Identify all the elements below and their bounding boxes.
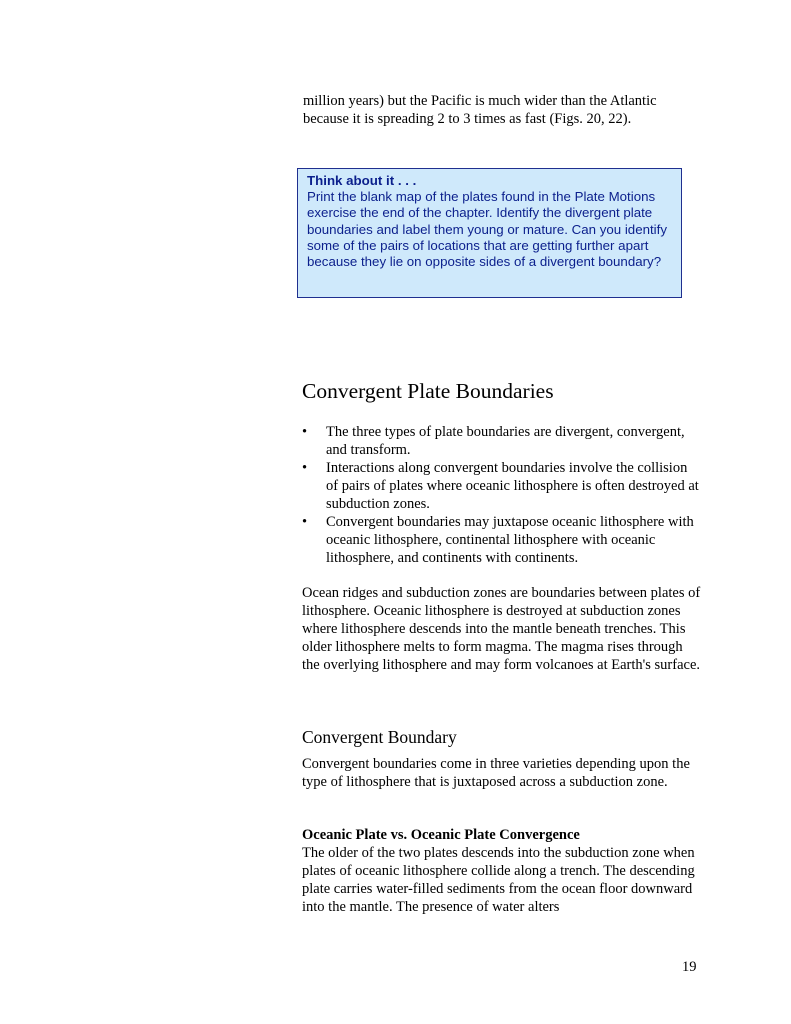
- think-box-body: Print the blank map of the plates found in the Plate Motions exercise the end of the chapter. Identify the divergent plate boundaries and label them young or mature. Can you identify some of the pairs of locations that are getting further apart because they lie on opposite sides of a divergent boundary?: [307, 189, 667, 270]
- page-number: 19: [682, 959, 697, 975]
- subheading-convergent-boundary: Convergent Boundary: [302, 727, 457, 747]
- section-heading-convergent-plate-boundaries: Convergent Plate Boundaries: [302, 379, 554, 403]
- think-about-it-box: [297, 168, 682, 298]
- subheading-oceanic-vs-oceanic: Oceanic Plate vs. Oceanic Plate Convergence: [302, 827, 580, 843]
- bullet-item: • Interactions along convergent boundaries involve the collision of pairs of plates where oceanic lithosphere is often destroyed at subduction zones.: [302, 459, 702, 513]
- bullet-list: [302, 423, 702, 567]
- oceanic-convergence-paragraph: The older of the two plates descends into the subduction zone when plates of oceanic lithosphere collide along a trench. The descending plate carries water-filled sediments from the ocean floor downward into the mantle. The presence of water alters: [302, 845, 695, 915]
- think-box-title: Think about it . . .: [307, 173, 417, 188]
- bullet-item: • The three types of plate boundaries are divergent, convergent, and transform.: [302, 423, 702, 459]
- convergent-boundary-paragraph: Convergent boundaries come in three varieties depending upon the type of lithosphere that is juxtaposed across a subduction zone.: [302, 756, 690, 790]
- bullet-item: • Convergent boundaries may juxtapose oceanic lithosphere with oceanic lithosphere, continental lithosphere with oceanic lithosphere, and continents with continents.: [302, 513, 702, 567]
- intro-paragraph: million years) but the Pacific is much wider than the Atlantic because it is spreading 2 to 3 times as fast (Figs. 20, 22).: [303, 93, 657, 127]
- ocean-ridges-paragraph: Ocean ridges and subduction zones are boundaries between plates of lithosphere. Oceanic lithosphere is destroyed at subduction zones where lithosphere descends into the mantle beneath trenches. This older lithosphere melts to form magma. The magma rises through the overlying lithosphere and may form volcanoes at Earth's surface.: [302, 585, 701, 673]
